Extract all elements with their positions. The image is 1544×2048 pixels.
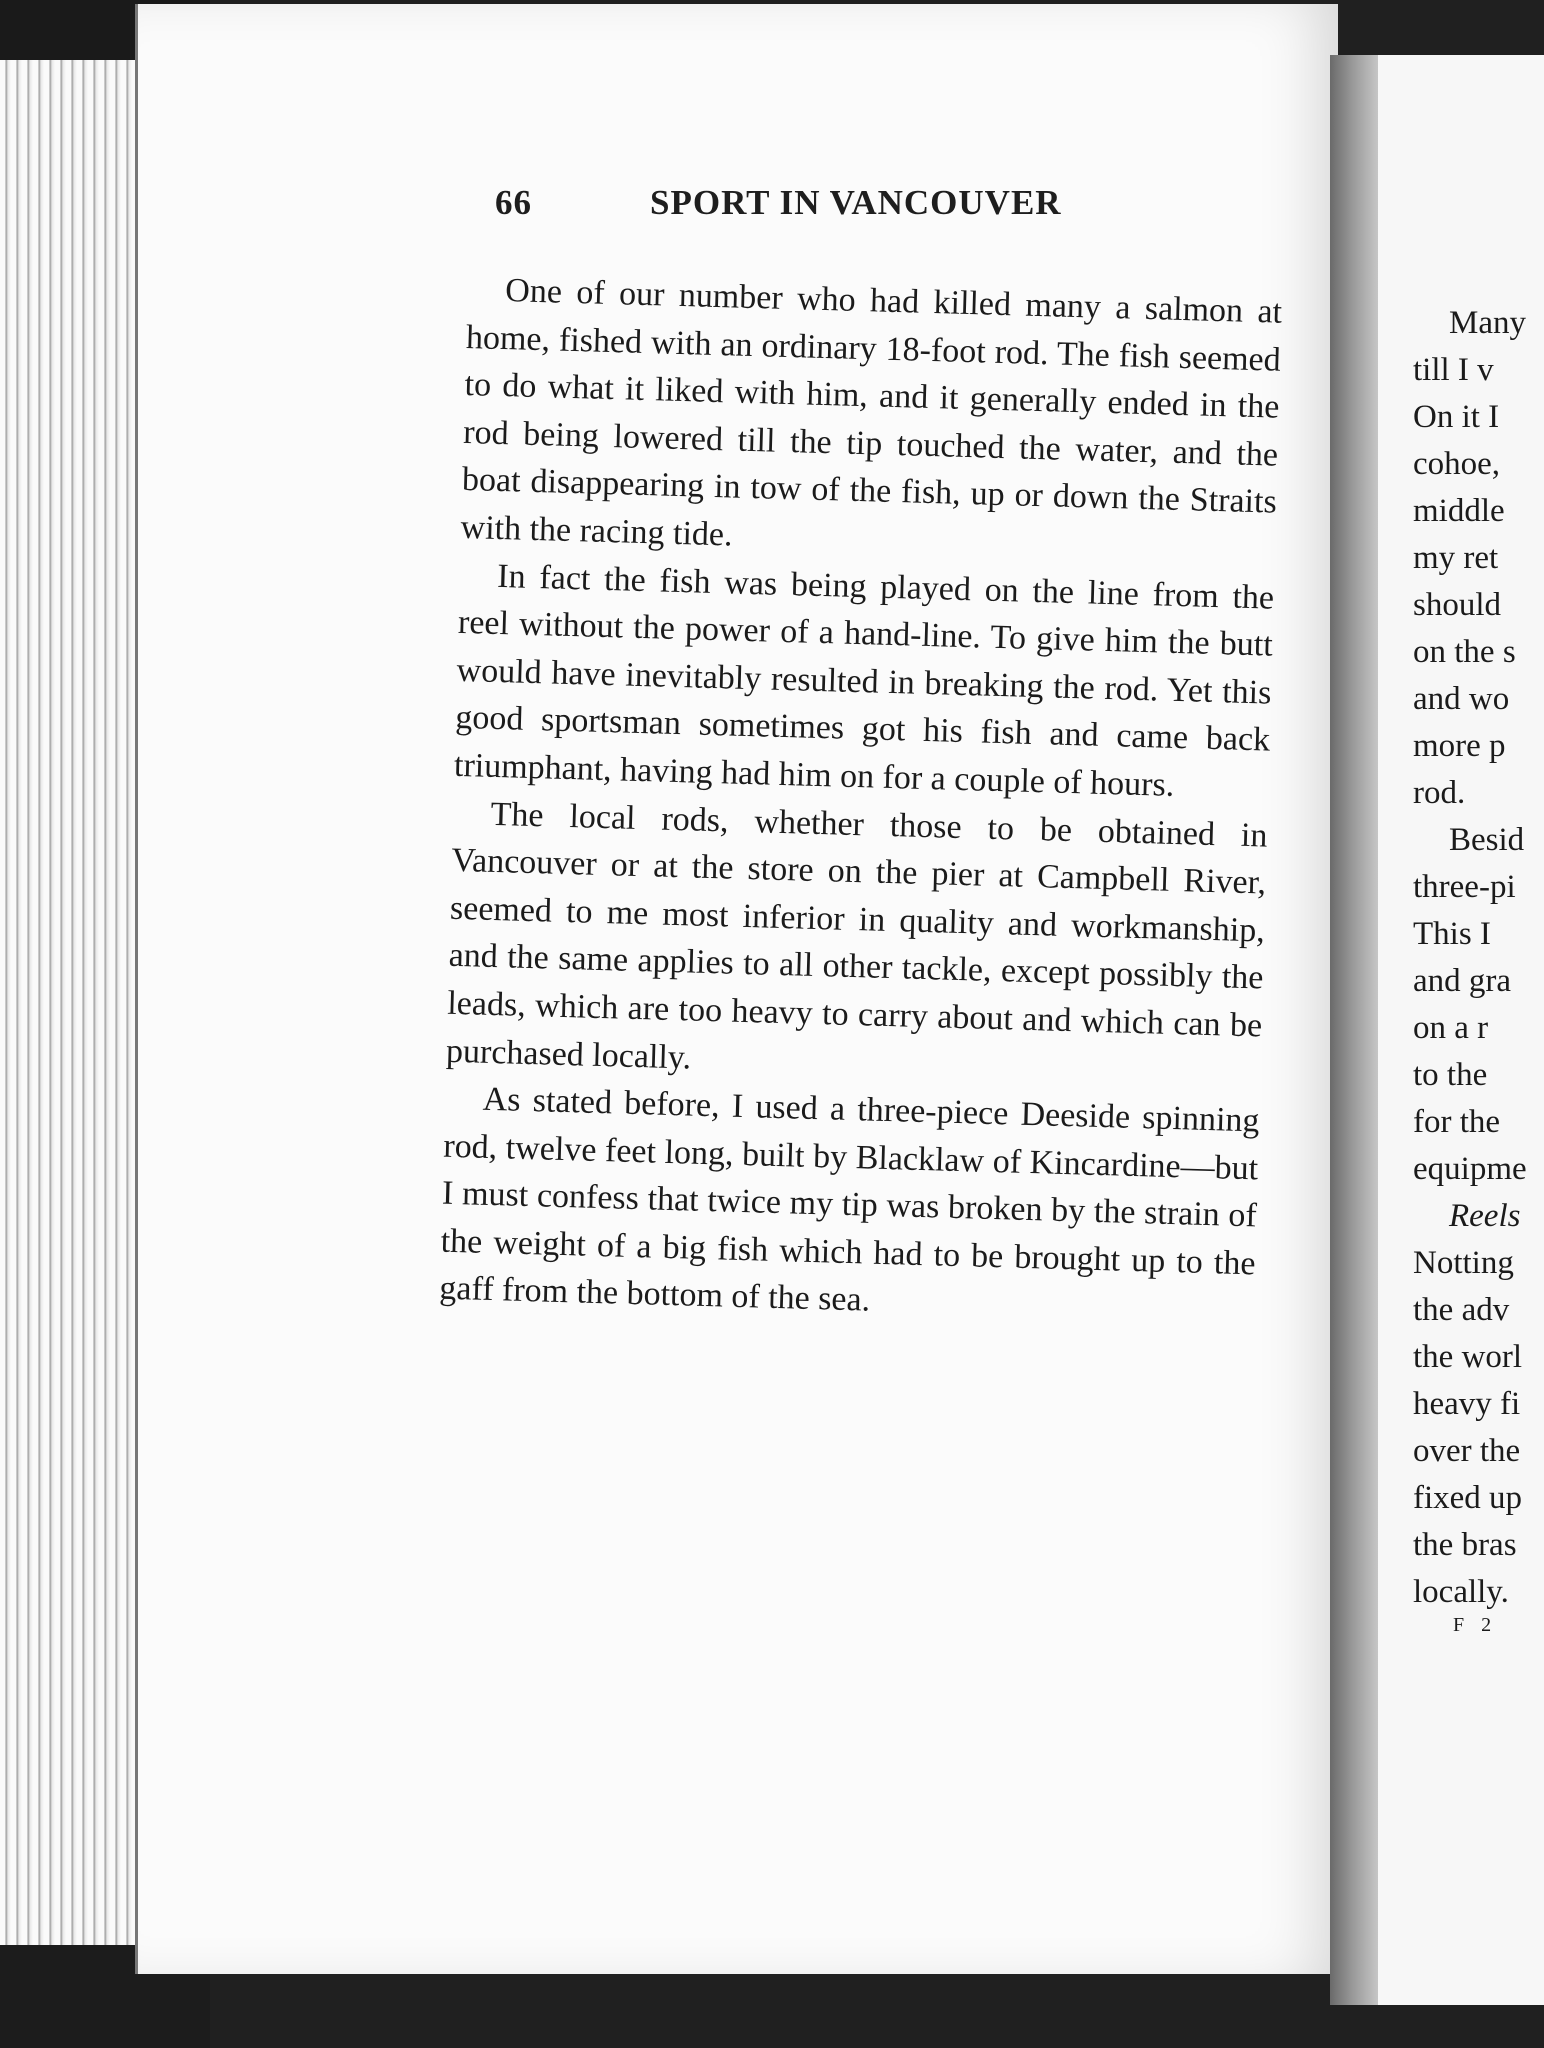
right-line: Notting xyxy=(1413,1245,1514,1281)
right-line: cohoe, xyxy=(1413,446,1501,482)
right-line: the worl xyxy=(1413,1339,1523,1375)
right-line: on a r xyxy=(1413,1010,1489,1046)
right-line: Reels xyxy=(1449,1198,1521,1234)
right-line: This I xyxy=(1413,916,1491,952)
paragraph: In fact the fish was being played on the line from the reel without the power of a hand-line. To give him the butt would have inevitably resulted in breaking the rod. Yet this good sportsman sometimes got his fish and came back triumphant, having had him on for a couple of hours. xyxy=(453,557,1275,804)
right-line: equipme xyxy=(1413,1151,1527,1187)
right-line: heavy fi xyxy=(1413,1386,1521,1422)
running-head: SPORT IN VANCOUVER xyxy=(650,183,1062,222)
right-line: On it I xyxy=(1413,399,1500,435)
right-line: for the xyxy=(1413,1104,1501,1140)
left-page-body xyxy=(439,266,1283,1335)
right-line: on the s xyxy=(1413,634,1516,670)
right-line: my ret xyxy=(1413,540,1499,576)
signature-mark: F 2 xyxy=(1453,1614,1498,1636)
right-line: till I v xyxy=(1413,352,1494,388)
right-line: the adv xyxy=(1413,1292,1510,1328)
right-line: three-pi xyxy=(1413,869,1516,905)
right-line: Besid xyxy=(1449,822,1525,858)
right-line: fixed up xyxy=(1413,1480,1523,1516)
right-line: locally. xyxy=(1413,1574,1509,1610)
right-page-body xyxy=(1413,300,1544,1638)
right-line: to the xyxy=(1413,1057,1488,1093)
right-line: Many xyxy=(1449,305,1526,341)
book-gutter xyxy=(1330,55,1380,2005)
right-line: and gra xyxy=(1413,963,1512,999)
paragraph: As stated before, I used a three-piece Deeside spinning rod, twelve feet long, built by Blacklaw of Kincardine—but I must confess that twice my tip was broken by the strain of the weight of a big fish which had to be brought up to the gaff from the bottom of the sea. xyxy=(438,1080,1260,1320)
right-line: middle xyxy=(1413,493,1505,529)
paragraph: One of our number who had killed many a salmon at home, fished with an ordinary 18-foot rod. The fish seemed to do what it liked with him, and it generally ended in the rod being lowered till the tip touched the water, and the boat disappearing in tow of the fish, up or down the Straits with the racing tide. xyxy=(460,272,1283,554)
page-header xyxy=(495,183,1135,233)
paragraph: The local rods, whether those to be obtained in Vancouver or at the store on the pier at Campbell River, seemed to me most inferior in quality and workmanship, and the same applies to all other tackle, except possibly the leads, which are too heavy to carry about and which can be purchased locally. xyxy=(445,795,1268,1077)
right-line: and wo xyxy=(1413,681,1510,717)
right-line: rod. xyxy=(1413,775,1466,811)
right-line: more p xyxy=(1413,728,1506,764)
right-line: should xyxy=(1413,587,1502,623)
page-number: 66 xyxy=(495,183,532,222)
right-line: over the xyxy=(1413,1433,1521,1469)
right-line: the bras xyxy=(1413,1527,1517,1563)
